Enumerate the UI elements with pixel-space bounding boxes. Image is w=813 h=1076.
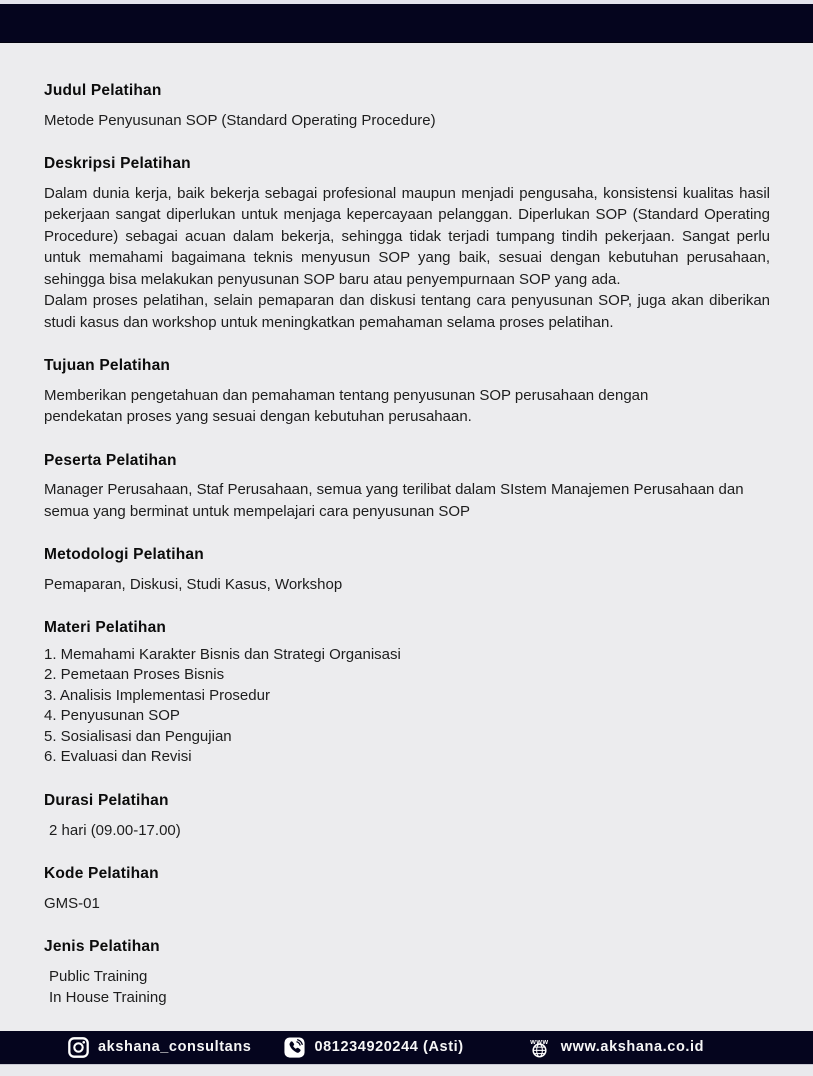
section-materi bbox=[44, 617, 770, 768]
materi-list-item: 2. Pemetaan Proses Bisnis bbox=[44, 666, 225, 684]
footer-bar bbox=[0, 1031, 813, 1064]
header-bar bbox=[0, 4, 813, 43]
participants-text: Manager Perusahaan, Staf Perusahaan, semua yang terilibat dalam SIstem Manajemen Perusahaan dan semua yang berminat untuk mempelajari cara penyusunan SOP bbox=[44, 481, 744, 520]
section-heading: Durasi Pelatihan bbox=[44, 792, 169, 810]
section-heading: Judul Pelatihan bbox=[44, 82, 162, 99]
footer-instagram[interactable] bbox=[68, 1037, 251, 1058]
methodology-text: Pemaparan, Diskusi, Studi Kasus, Workshop bbox=[44, 575, 343, 593]
materi-list-item: 1. Memahami Karakter Bisnis dan Strategi Organisasi bbox=[44, 645, 401, 663]
section-durasi bbox=[44, 790, 770, 841]
section-kode bbox=[44, 863, 770, 914]
section-heading: Jenis Pelatihan bbox=[44, 938, 160, 956]
section-heading: Materi Pelatihan bbox=[44, 619, 167, 636]
section-peserta bbox=[44, 450, 770, 523]
training-title: Metode Penyusunan SOP (Standard Operating Procedure) bbox=[44, 111, 436, 129]
section-heading: Deskripsi Pelatihan bbox=[44, 155, 191, 172]
section-metodologi bbox=[44, 544, 770, 595]
training-code: GMS-01 bbox=[44, 894, 100, 912]
materi-list-item: 6. Evaluasi dan Revisi bbox=[44, 748, 192, 766]
bottom-strip bbox=[0, 1064, 813, 1076]
footer-phone[interactable] bbox=[284, 1037, 463, 1058]
svg-text:www: www bbox=[530, 1037, 549, 1046]
section-jenis bbox=[44, 936, 770, 1009]
training-type-line: In House Training bbox=[49, 989, 167, 1007]
section-heading: Kode Pelatihan bbox=[44, 865, 159, 883]
description-paragraph-2: Dalam proses pelatihan, selain pemaparan dan diskusi tentang cara penyusunan SOP, juga akan diberikan studi kasus dan workshop untuk meningkatkan pemahaman selama proses pelatihan. bbox=[44, 292, 770, 331]
phone-number: 081234920244 (Asti) bbox=[314, 1039, 464, 1056]
section-heading: Peserta Pelatihan bbox=[44, 451, 177, 469]
training-type-line: Public Training bbox=[49, 967, 148, 985]
section-judul bbox=[44, 80, 770, 131]
section-heading: Metodologi Pelatihan bbox=[44, 546, 204, 563]
globe-www-icon bbox=[527, 1037, 552, 1058]
phone-icon bbox=[284, 1037, 305, 1058]
section-heading: Tujuan Pelatihan bbox=[44, 357, 171, 374]
website-url: www.akshana.co.id bbox=[560, 1039, 705, 1056]
instagram-icon bbox=[68, 1037, 89, 1058]
description-paragraph-1: Dalam dunia kerja, baik bekerja sebagai profesional maupun menjadi pengusaha, konsistensi kualitas hasil pekerjaan sangat diperlukan untuk menjaga kepercayaan pelanggan. Diperlukan SOP (Standard Operating Procedure) sebagai acuan dalam bekerja, sehingga tidak terjadi tumpang tindih pekerjaan. Sangat perlu untuk memahami bagaimana teknis menyusun SOP yang baik, sesuai dengan kebutuhan perusahaan, sehingga bisa melakukan penyusunan SOP baru atau penyempurnaan SOP yang ada. bbox=[44, 184, 770, 288]
instagram-handle: akshana_consultans bbox=[98, 1039, 252, 1056]
section-deskripsi bbox=[44, 153, 770, 333]
document-content bbox=[0, 43, 813, 1031]
duration-text: 2 hari (09.00-17.00) bbox=[49, 821, 181, 839]
objective-text: Memberikan pengetahuan dan pemahaman tentang penyusunan SOP perusahaan dengan pendekatan proses yang sesuai dengan kebutuhan perusahaan. bbox=[44, 386, 649, 425]
materi-list-item: 4. Penyusunan SOP bbox=[44, 707, 180, 725]
section-tujuan bbox=[44, 355, 770, 428]
footer-website[interactable] bbox=[527, 1037, 704, 1058]
materi-list-item: 5. Sosialisasi dan Pengujian bbox=[44, 727, 232, 745]
materi-list-item: 3. Analisis Implementasi Prosedur bbox=[44, 686, 270, 704]
